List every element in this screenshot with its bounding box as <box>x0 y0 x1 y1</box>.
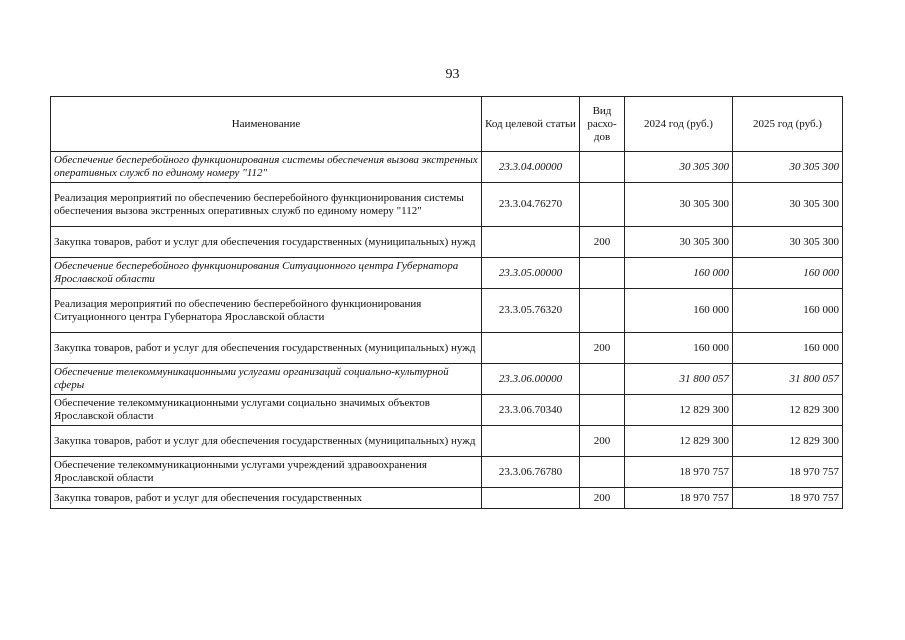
row-2024: 18 970 757 <box>625 457 733 488</box>
table-row <box>51 364 843 395</box>
row-2025: 31 800 057 <box>733 364 843 395</box>
row-2024: 30 305 300 <box>625 183 733 227</box>
table-row <box>51 426 843 457</box>
row-2024: 30 305 300 <box>625 152 733 183</box>
row-code: 23.3.06.00000 <box>482 364 580 395</box>
header-2024: 2024 год (руб.) <box>625 97 733 152</box>
row-2024: 12 829 300 <box>625 426 733 457</box>
header-code: Код целевой статьи <box>482 97 580 152</box>
table-row <box>51 488 843 509</box>
row-code: 23.3.05.76320 <box>482 289 580 333</box>
table-row <box>51 152 843 183</box>
row-kind: 200 <box>580 426 625 457</box>
row-2025: 18 970 757 <box>733 457 843 488</box>
page-number: 93 <box>445 67 460 82</box>
row-2025: 30 305 300 <box>733 183 843 227</box>
row-name: Закупка товаров, работ и услуг для обеспечения государственных (муниципальных) нужд <box>51 227 482 258</box>
row-2025: 12 829 300 <box>733 395 843 426</box>
row-2025: 30 305 300 <box>733 227 843 258</box>
row-kind <box>580 258 625 289</box>
row-2024: 160 000 <box>625 258 733 289</box>
table-row <box>51 395 843 426</box>
header-name: Наименование <box>51 97 482 152</box>
row-2025: 160 000 <box>733 333 843 364</box>
row-2025: 18 970 757 <box>733 488 843 509</box>
table-row <box>51 289 843 333</box>
table-row <box>51 457 843 488</box>
row-code: 23.3.06.70340 <box>482 395 580 426</box>
row-2024: 31 800 057 <box>625 364 733 395</box>
header-kind: Вид расхо-дов <box>580 97 625 152</box>
budget-table <box>50 96 843 509</box>
row-kind <box>580 364 625 395</box>
row-name: Закупка товаров, работ и услуг для обеспечения государственных (муниципальных) нужд <box>51 333 482 364</box>
table-row <box>51 227 843 258</box>
row-2024: 18 970 757 <box>625 488 733 509</box>
row-code: 23.3.05.00000 <box>482 258 580 289</box>
row-kind <box>580 457 625 488</box>
row-name: Закупка товаров, работ и услуг для обеспечения государственных (муниципальных) нужд <box>51 426 482 457</box>
row-2025: 30 305 300 <box>733 152 843 183</box>
row-name: Обеспечение телекоммуникационными услугами учреждений здравоохранения Ярославской области <box>51 457 482 488</box>
table-row <box>51 258 843 289</box>
row-code: 23.3.04.76270 <box>482 183 580 227</box>
row-code <box>482 488 580 509</box>
row-kind <box>580 152 625 183</box>
row-kind: 200 <box>580 227 625 258</box>
row-code <box>482 227 580 258</box>
header-2025: 2025 год (руб.) <box>733 97 843 152</box>
row-code: 23.3.06.76780 <box>482 457 580 488</box>
row-kind <box>580 183 625 227</box>
table-row <box>51 333 843 364</box>
row-name: Реализация мероприятий по обеспечению бесперебойного функционирования системы обеспечения вызова экстренных оперативных служб по единому номеру "112" <box>51 183 482 227</box>
row-2025: 12 829 300 <box>733 426 843 457</box>
row-code <box>482 426 580 457</box>
row-code <box>482 333 580 364</box>
row-2025: 160 000 <box>733 258 843 289</box>
row-kind <box>580 395 625 426</box>
table-row <box>51 183 843 227</box>
row-2024: 30 305 300 <box>625 227 733 258</box>
row-name: Обеспечение бесперебойного функционирования системы обеспечения вызова экстренных оперативных служб по единому номеру "112" <box>51 152 482 183</box>
row-kind <box>580 289 625 333</box>
row-2025: 160 000 <box>733 289 843 333</box>
row-kind: 200 <box>580 488 625 509</box>
row-2024: 160 000 <box>625 333 733 364</box>
row-2024: 12 829 300 <box>625 395 733 426</box>
row-name: Обеспечение бесперебойного функционирования Ситуационного центра Губернатора Ярославской области <box>51 258 482 289</box>
row-code: 23.3.04.00000 <box>482 152 580 183</box>
row-2024: 160 000 <box>625 289 733 333</box>
table-header-row <box>51 97 843 152</box>
row-kind: 200 <box>580 333 625 364</box>
row-name: Обеспечение телекоммуникационными услугами социально значимых объектов Ярославской области <box>51 395 482 426</box>
row-name: Закупка товаров, работ и услуг для обеспечения государственных <box>51 488 482 509</box>
row-name: Обеспечение телекоммуникационными услугами организаций социально-культурной сферы <box>51 364 482 395</box>
row-name: Реализация мероприятий по обеспечению бесперебойного функционирования Ситуационного центра Губернатора Ярославской области <box>51 289 482 333</box>
